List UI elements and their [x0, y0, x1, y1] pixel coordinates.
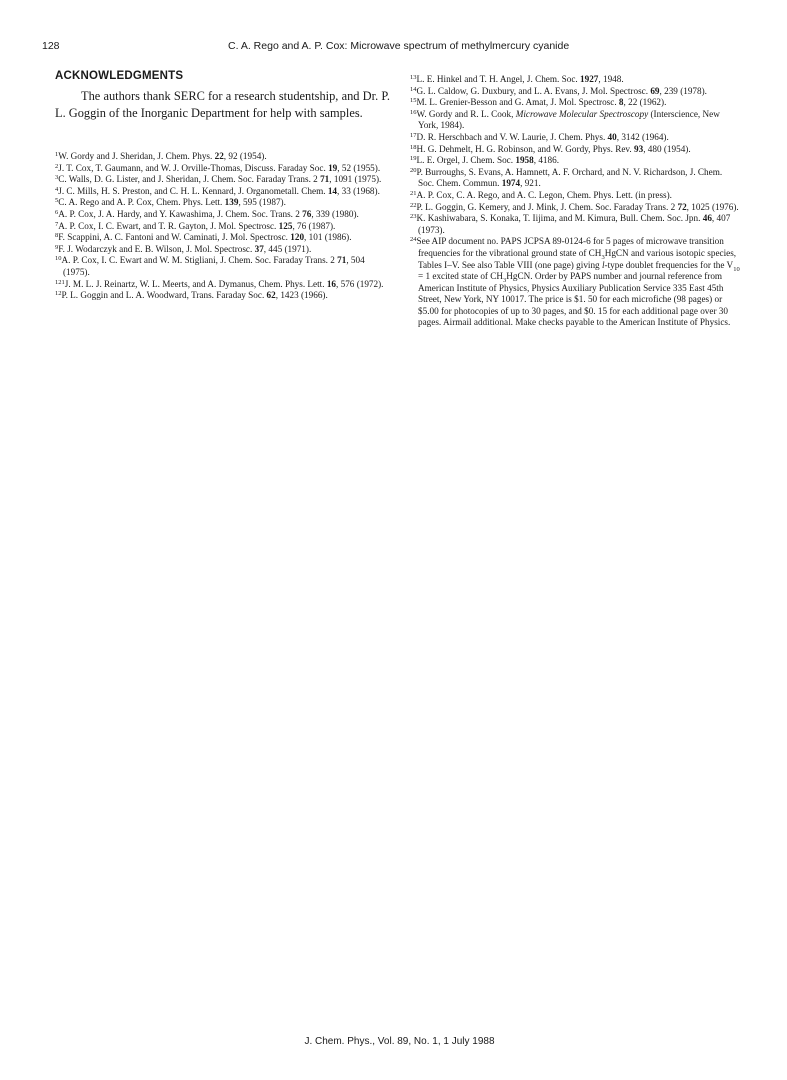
- reference-list-left: [55, 151, 390, 302]
- page-footer: [0, 1036, 787, 1047]
- reference-item: $^{19}$L. E. Orgel, J. Chem. Soc. 1958, 4186.: [410, 155, 559, 166]
- reference-item: $^{21}$A. P. Cox, C. A. Rego, and A. C. Legon, Chem. Phys. Lett. (in press).: [410, 189, 672, 200]
- reference-item: $^3$C. Walls, D. G. Lister, and J. Sheridan, J. Chem. Soc. Faraday Trans. 2 71, 1091 (1975).: [55, 174, 382, 185]
- reference-item: $^6$A. P. Cox, J. A. Hardy, and Y. Kawashima, J. Chem. Soc. Trans. 2 76, 339 (1980).: [55, 208, 359, 219]
- acknowledgments-text: The authors thank SERC for a research studentship, and Dr. P. L. Goggin of the Inorganic Department for help with samples.: [55, 89, 390, 120]
- reference-item: $^{24}$See AIP document no. PAPS JCPSA 89-0124-6 for 5 pages of microwave transition frequencies for the vibrational ground state of $CH_3HgCN$ and various isotopic species, Tables I–V. See also Table VIII (one page) giving l-type doublet frequencies for the $V_{10} = 1$ excited state of $CH_3HgCN$. Order by PAPS number and journal reference from American Institute of Physics, Physics Auxiliary Publication Service 335 East 45th Street, New York, NY 10017. The price is $1. 50 for each microfiche (98 pages) or $5.00 for photocopies of up to 30 pages, and $0. 15 for each additional page over 30 pages. Airmail additional. Make checks payable to the American Institute of Physics.: [410, 236, 740, 328]
- reference-item: $^4$J. C. Mills, H. S. Preston, and C. H. L. Kennard, J. Organometall. Chem. 14, 33 (1968).: [55, 185, 380, 196]
- reference-item: $^2$J. T. Cox, T. Gaumann, and W. J. Orville-Thomas, Discuss. Faraday Soc. 19, 52 (1955).: [55, 162, 381, 173]
- reference-item: $^{10}$A. P. Cox, I. C. Ewart and W. M. Stigliani, J. Chem. Soc. Faraday Trans. 2 71, 504 (1975).: [55, 255, 365, 277]
- reference-item: $^9$F. J. Wodarczyk and E. B. Wilson, J. Mol. Spectrosc. 37, 445 (1971).: [55, 243, 312, 254]
- reference-item: $^{22}$P. L. Goggin, G. Kemery, and J. Mink, J. Chem. Soc. Faraday Trans. 2 72, 1025 (1976).: [410, 201, 739, 212]
- journal-citation: J. Chem. Phys., Vol. 89, No. 1, 1 July 1988: [304, 1036, 495, 1047]
- right-column: [410, 74, 740, 329]
- reference-item: $^{121}$J. M. L. J. Reinartz, W. L. Meerts, and A. Dymanus, Chem. Phys. Lett. 16, 576 (1972).: [55, 278, 384, 289]
- reference-item: $^{18}$H. G. Dehmelt, H. G. Robinson, and W. Gordy, Phys. Rev. 93, 480 (1954).: [410, 143, 691, 154]
- reference-item: $^7$A. P. Cox, I. C. Ewart, and T. R. Gayton, J. Mol. Spectrosc. 125, 76 (1987).: [55, 220, 336, 231]
- page-number: 128: [42, 40, 60, 52]
- reference-item: $^{17}$D. R. Herschbach and V. W. Laurie, J. Chem. Phys. 40, 3142 (1964).: [410, 131, 669, 142]
- reference-item: $^{16}$W. Gordy and R. L. Cook, Microwave Molecular Spectroscopy (Interscience, New York, 1984).: [410, 108, 720, 131]
- reference-item: $^5$C. A. Rego and A. P. Cox, Chem. Phys. Lett. 139, 595 (1987).: [55, 197, 286, 208]
- reference-item: $^{20}$P. Burroughs, S. Evans, A. Hamnett, A. F. Orchard, and N. V. Richardson, J. Chem. Soc. Chem. Commun. 1974, 921.: [410, 166, 723, 189]
- left-column: [55, 70, 390, 302]
- reference-item: $^{14}$G. L. Caldow, G. Duxbury, and L. A. Evans, J. Mol. Spectrosc. 69, 239 (1978).: [410, 85, 707, 96]
- reference-item: $^1$W. Gordy and J. Sheridan, J. Chem. Phys. 22, 92 (1954).: [55, 151, 267, 161]
- running-title: C. A. Rego and A. P. Cox: Microwave spectrum of methylmercury cyanide: [228, 40, 570, 52]
- reference-list-right: [410, 74, 740, 236]
- running-head: [0, 40, 787, 56]
- reference-item: $^{15}$M. L. Grenier-Besson and G. Amat, J. Mol. Spectrosc. 8, 22 (1962).: [410, 97, 667, 108]
- acknowledgments-heading: ACKNOWLEDGMENTS: [55, 70, 184, 82]
- reference-item: $^{13}$L. E. Hinkel and T. H. Angel, J. Chem. Soc. 1927, 1948.: [410, 74, 624, 84]
- reference-item: $^{12}$P. L. Goggin and L. A. Woodward, Trans. Faraday Soc. 62, 1423 (1966).: [55, 290, 328, 301]
- reference-item: $^8$F. Scappini, A. C. Fantoni and W. Caminati, J. Mol. Spectrosc. 120, 101 (1986).: [55, 232, 352, 243]
- reference-item: $^{23}$K. Kashiwabara, S. Konaka, T. Iijima, and M. Kimura, Bull. Chem. Soc. Jpn. 46, 407 (1973).: [410, 213, 731, 235]
